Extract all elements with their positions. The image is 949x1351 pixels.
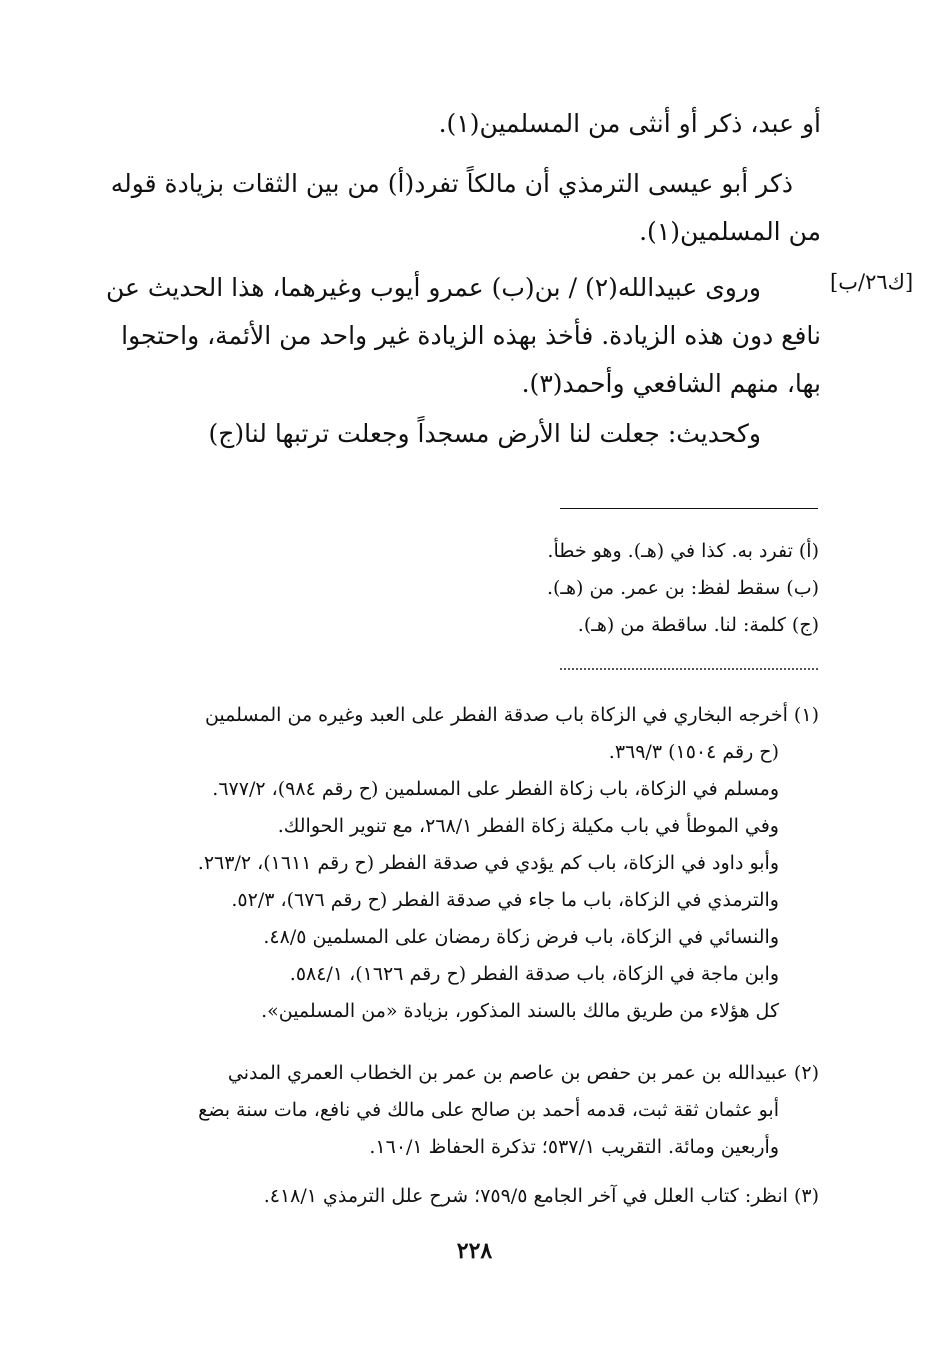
text-line: أو عبد، ذكر أو أنثى من المسلمين(١). <box>438 109 821 138</box>
footnote-line: ومسلم في الزكاة، باب زكاة الفطر على المسلمين (ح رقم ٩٨٤)، ٦٧٧/٢. <box>212 778 779 800</box>
footnote-3 <box>114 1178 819 1215</box>
main-text <box>121 100 821 148</box>
variant-note: (ج) كلمة: لنا. ساقطة من (هـ). <box>577 614 819 636</box>
main-text-paragraph <box>110 160 821 256</box>
footnotes <box>114 697 819 1030</box>
footnote-line: وأربعين ومائة. التقريب ٥٣٧/١؛ تذكرة الحفاظ ١٦٠/١. <box>369 1136 779 1158</box>
variant-note: (أ) تفرد به. كذا في (هـ). وهو خطأ. <box>547 540 819 562</box>
text-line: نافع دون هذه الزيادة. فأخذ بهذه الزيادة غير واحد من الأئمة، واحتجوا <box>121 321 821 350</box>
main-text-paragraph <box>105 264 821 408</box>
footnote-line: (ح رقم ١٥٠٤) ٣٦٩/٣. <box>608 741 779 763</box>
footnote-separator <box>560 508 818 509</box>
footnote-line: والترمذي في الزكاة، باب ما جاء في صدقة الفطر (ح رقم ٦٧٦)، ٥٢/٣. <box>231 889 779 911</box>
footnote-line: وفي الموطأ في باب مكيلة زكاة الفطر ٢٦٨/١، مع تنوير الحوالك. <box>277 815 779 837</box>
variant-readings <box>459 533 819 644</box>
footnote-line: (٣) انظر: كتاب العلل في آخر الجامع ٧٥٩/٥؛ شرح علل الترمذي ٤١٨/١. <box>263 1185 819 1207</box>
text-line: وكحديث: جعلت لنا الأرض مسجداً وجعلت ترتبها لنا(ج) <box>208 419 761 448</box>
footnote-line: (١) أخرجه البخاري في الزكاة باب صدقة الفطر على العبد وغيره من المسلمين <box>204 704 819 726</box>
dotted-separator <box>560 668 818 670</box>
manuscript-folio-marker: [ك٢٦/ب] <box>830 270 914 294</box>
footnote-line: كل هؤلاء من طريق مالك بالسند المذكور، بزيادة «من المسلمين». <box>261 1000 779 1022</box>
text-line: ذكر أبو عيسى الترمذي أن مالكاً تفرد(أ) من بين الثقات بزيادة قوله <box>110 169 793 198</box>
text-line: من المسلمين(١). <box>639 217 821 246</box>
footnote-line: أبو عثمان ثقة ثبت، قدمه أحمد بن صالح على مالك في نافع، مات سنة بضع <box>198 1099 779 1121</box>
page-number: ٢٢٨ <box>456 1238 493 1264</box>
footnote-line: (٢) عبيدالله بن عمر بن حفص بن عاصم بن عمر بن الخطاب العمري المدني <box>227 1062 819 1084</box>
text-line: وروى عبيدالله(٢) / بن(ب) عمرو أيوب وغيرهما، هذا الحديث عن <box>105 273 761 302</box>
variant-note: (ب) سقط لفظ: بن عمر. من (هـ). <box>546 577 819 599</box>
footnote-line: وأبو داود في الزكاة، باب كم يؤدي في صدقة الفطر (ح رقم ١٦١١)، ٢٦٣/٢. <box>197 852 779 874</box>
footnote-line: وابن ماجة في الزكاة، باب صدقة الفطر (ح رقم ١٦٢٦)، ٥٨٤/١. <box>289 963 779 985</box>
main-text-paragraph <box>121 410 821 458</box>
footnote-2 <box>114 1055 819 1166</box>
text-line: بها، منهم الشافعي وأحمد(٣). <box>521 369 821 398</box>
footnote-line: والنسائي في الزكاة، باب فرض زكاة رمضان على المسلمين ٤٨/٥. <box>263 926 779 948</box>
